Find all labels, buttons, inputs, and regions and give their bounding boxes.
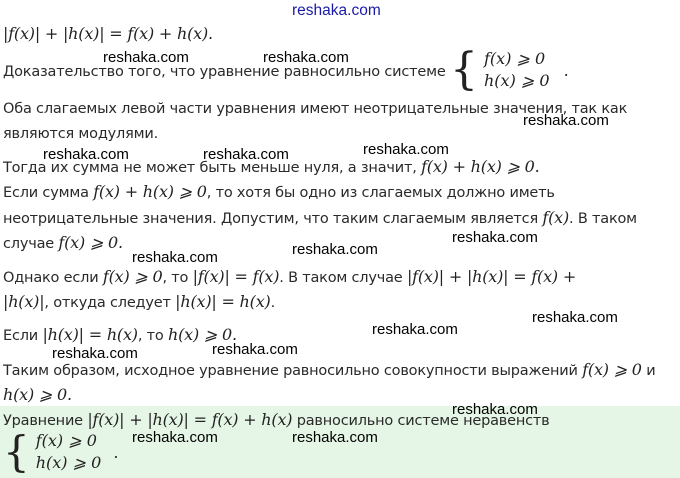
p5-formula-3: f(x) ⩾ 0.: [58, 233, 123, 252]
paragraph-5-line-3: [3, 233, 123, 254]
equation-line: [3, 24, 213, 45]
p8-text-a: Таким образом, исходное уравнение равносильно совокупности выражений: [3, 363, 578, 379]
p6-formula-4: |h(x)|: [3, 292, 45, 311]
p8-text-b: и: [646, 363, 656, 379]
p5-text-c: неотрицательные значения. Допустим, что таким слагаемым является: [3, 211, 538, 227]
p6-formula-1: f(x) ⩾ 0: [102, 267, 163, 286]
p7-formula-2: h(x) ⩾ 0.: [168, 325, 237, 344]
conclusion-brace-icon: {: [3, 427, 30, 476]
watermark-link[interactable]: reshaka.com: [132, 249, 218, 266]
system-row-2: h(x) ⩾ 0: [484, 71, 550, 90]
p9-text-b: равносильно системе неравенств: [296, 413, 550, 429]
watermark-link[interactable]: reshaka.com: [132, 429, 218, 446]
system-brace-icon: {: [450, 44, 478, 95]
watermark-link[interactable]: reshaka.com: [263, 49, 349, 66]
p7-text-b: , то: [137, 328, 164, 344]
p7-text-a: Если: [3, 328, 39, 344]
p6-text-d: , откуда следует: [44, 295, 171, 311]
watermark-link[interactable]: reshaka.com: [52, 345, 138, 362]
p5-formula-1: f(x) + h(x) ⩾ 0: [93, 182, 207, 201]
conclusion-row-1: f(x) ⩾ 0: [35, 431, 97, 450]
paragraph-8-line-2: [3, 385, 72, 406]
conclusion-row-2: h(x) ⩾ 0: [35, 453, 102, 472]
p6-formula-3: |f(x)| + |h(x)| = f(x) +: [406, 267, 577, 286]
site-watermark-top[interactable]: reshaka.com: [292, 2, 381, 19]
watermark-link[interactable]: reshaka.com: [292, 241, 378, 258]
watermark-link[interactable]: reshaka.com: [523, 112, 609, 129]
paragraph-5-line-1: [3, 182, 555, 203]
paragraph-6-line-2: [3, 292, 275, 313]
p6-text-e: .: [270, 295, 275, 311]
p5-text-b: , то хотя бы одно из слагаемых должно иметь: [206, 185, 555, 201]
paragraph-3-line-2: являются модулями.: [3, 126, 158, 142]
p6-text-a: Однако если: [3, 270, 99, 286]
p6-formula-5: |h(x)| = h(x): [175, 292, 271, 311]
watermark-link[interactable]: reshaka.com: [372, 321, 458, 338]
p6-text-c: . В таком случае: [279, 270, 403, 286]
p6-text-b: , то: [162, 270, 189, 286]
p8-formula-1: f(x) ⩾ 0: [582, 360, 642, 379]
paragraph-6-line-1: [3, 267, 576, 288]
paragraph-4-text: Тогда их сумма не может быть меньше нуля, а значит,: [3, 160, 417, 176]
p6-formula-2: |f(x)| = f(x): [192, 267, 280, 286]
paragraph-7: [3, 325, 237, 346]
paragraph-3-line-1: Оба слагаемых левой части уравнения имеют неотрицательные значения, так как: [3, 101, 628, 117]
watermark-link[interactable]: reshaka.com: [43, 146, 129, 163]
conclusion-system: [3, 427, 119, 476]
equation-formula: |f(x)| + |h(x)| = f(x) + h(x).: [3, 24, 213, 43]
paragraph-5-line-2: [3, 208, 637, 229]
system-row-1: f(x) ⩾ 0: [484, 49, 546, 68]
proof-intro-line: [3, 62, 446, 82]
paragraph-4-formula: f(x) + h(x) ⩾ 0.: [421, 157, 540, 176]
watermark-link[interactable]: reshaka.com: [212, 341, 298, 358]
p8-formula-2: h(x) ⩾ 0.: [3, 385, 72, 404]
system-block: [450, 44, 569, 95]
p5-formula-2: f(x): [542, 208, 570, 227]
p5-text-d: . В таком: [569, 211, 637, 227]
p9-formula-1: |f(x)| + |h(x)| = f(x) + h(x): [87, 410, 293, 429]
p9-text-a: Уравнение: [3, 413, 83, 429]
system-end: .: [563, 60, 569, 80]
watermark-link[interactable]: reshaka.com: [203, 146, 289, 163]
proof-intro-text: Доказательство того, что уравнение равносильно системе: [3, 64, 446, 80]
p7-formula-1: |h(x)| = h(x): [42, 325, 138, 344]
watermark-link[interactable]: reshaka.com: [292, 429, 378, 446]
watermark-link[interactable]: reshaka.com: [452, 229, 538, 246]
watermark-link[interactable]: reshaka.com: [532, 309, 618, 326]
conclusion-end: .: [113, 442, 119, 462]
p5-text-a: Если сумма: [3, 185, 89, 201]
watermark-link[interactable]: reshaka.com: [363, 141, 449, 158]
watermark-link[interactable]: reshaka.com: [452, 401, 538, 418]
paragraph-8-line-1: [3, 360, 655, 381]
p5-text-e: случае: [3, 236, 54, 252]
watermark-link[interactable]: reshaka.com: [103, 49, 189, 66]
